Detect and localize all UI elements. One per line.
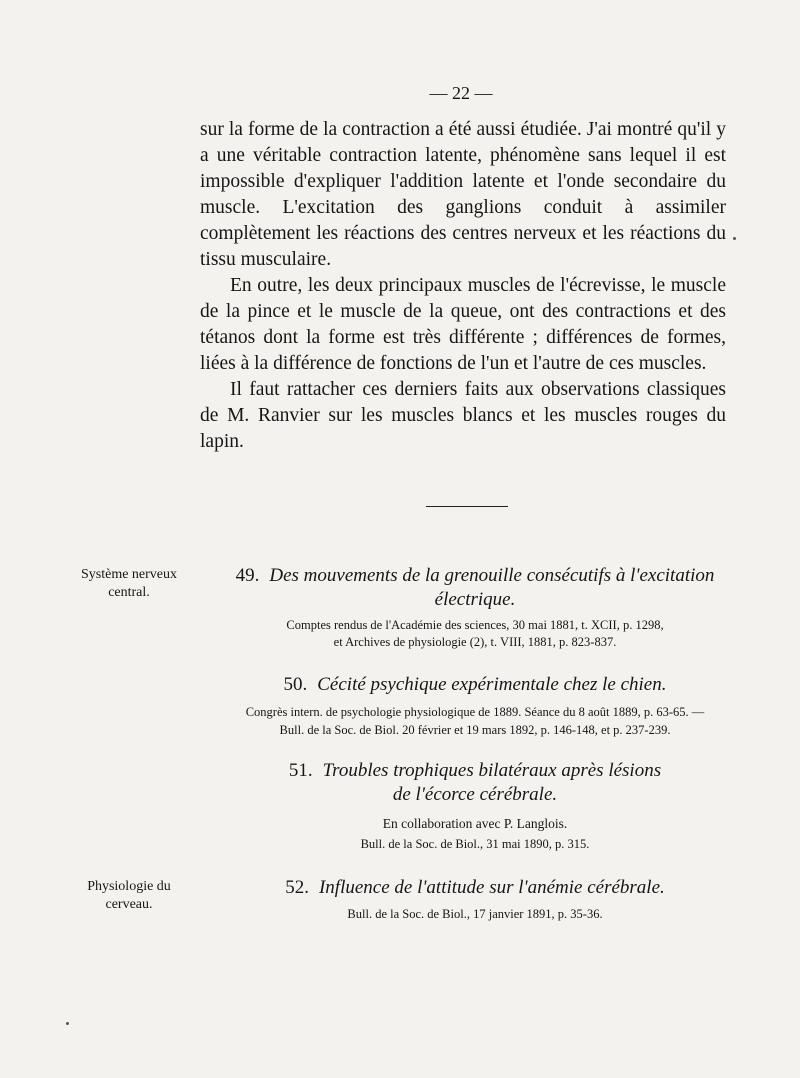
entry-title-text: Influence de l'attitude sur l'anémie cérébrale. <box>318 877 665 898</box>
paragraph: En outre, les deux principaux muscles de l'écrevisse, le muscle de la pince et le muscle de la queue, ont des contractions et des tétanos dont la forme est très différente ; différences de formes, liées à la différence de fonctions de l'un et l'autre de ces muscles. <box>200 275 726 374</box>
entry-number: 49. <box>235 565 260 586</box>
speck <box>733 237 736 240</box>
margin-note-physiologie: Physiologie du cerveau. <box>87 879 171 912</box>
entry-51-ref-1: Bull. de la Soc. de Biol., 31 mai 1890, p. 315. <box>360 837 590 851</box>
entry-51-title-line-1 <box>205 759 745 783</box>
entry-number: 51. <box>288 760 313 781</box>
entry-49-ref-1: Comptes rendus de l'Académie des sciences, 30 mai 1881, t. XCII, p. 1298, <box>286 618 664 632</box>
entry-number: 50. <box>283 674 308 695</box>
margin-note-systeme-nerveux: Système nerveux central. <box>80 567 178 600</box>
paragraph: Il faut rattacher ces derniers faits aux observations classiques de M. Ranvier sur les muscles blancs et les muscles rouges du lapin. <box>200 379 726 452</box>
entry-50-title <box>205 673 745 697</box>
paragraph: sur la forme de la contraction a été aussi étudiée. J'ai montré qu'il y a une véritable contraction latente, phénomène sans lequel il est impossible d'expliquer l'addition latente et l'onde secondaire du muscle. L'excitation des ganglions conduit à assimiler complètement les réactions des centres nerveux et les réactions du tissu musculaire. <box>200 119 726 270</box>
entry-49-title <box>205 564 745 612</box>
body-text <box>200 117 726 455</box>
speck <box>66 1022 69 1025</box>
entry-52-ref-1: Bull. de la Soc. de Biol., 17 janvier 1891, p. 35-36. <box>347 907 603 921</box>
entry-number: 52. <box>285 877 309 898</box>
entry-51-collaboration: En collaboration avec P. Langlois. <box>382 816 568 831</box>
entry-title-text: Des mouvements de la grenouille consécutifs à l'excitation électrique. <box>269 565 715 610</box>
entry-50-ref-1: Congrès intern. de psychologie physiologique de 1889. Séance du 8 août 1889, p. 63-65. — <box>245 705 705 719</box>
entry-title-text: Cécité psychique expérimentale chez le chien. <box>317 674 667 695</box>
entry-title-text: de l'écorce cérébrale. <box>392 784 558 805</box>
section-divider <box>426 506 508 507</box>
page-number: — 22 — <box>429 83 493 103</box>
entry-52-title <box>205 876 745 900</box>
entry-49-ref-2: et Archives de physiologie (2), t. VIII, 1881, p. 823-837. <box>333 635 617 649</box>
entry-title-text: Troubles trophiques bilatéraux après lésions <box>322 760 662 781</box>
entry-50-ref-2: Bull. de la Soc. de Biol. 20 février et 19 mars 1892, p. 146-148, et p. 237-239. <box>279 723 671 737</box>
entry-51-title-line-2 <box>205 783 745 807</box>
